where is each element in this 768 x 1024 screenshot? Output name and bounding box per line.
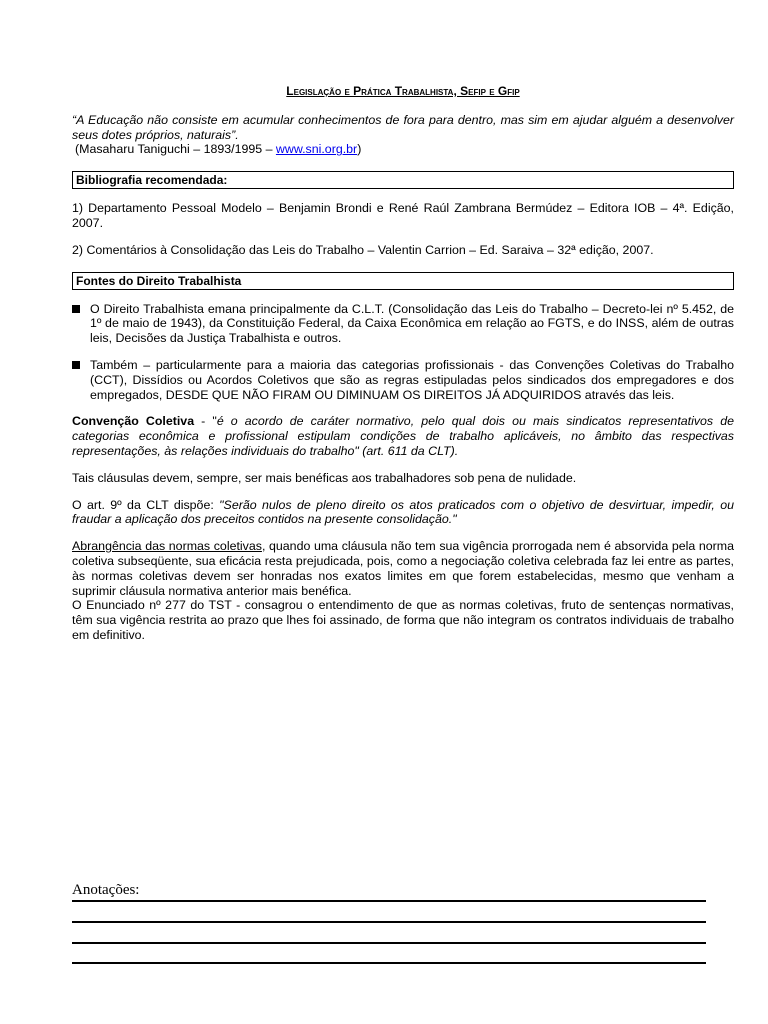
abrangencia-term: Abrangência das normas coletivas: [72, 539, 262, 554]
square-bullet-icon: [72, 361, 80, 369]
list-item: [72, 302, 734, 346]
art9-paragraph: [72, 498, 734, 528]
list-item: [72, 358, 734, 402]
epigraph-quote: “A Educação não consiste em acumular conhecimentos de fora para dentro, mas sim em ajudar alguém a desenvolver seus dotes próprios, naturais”.: [72, 112, 734, 142]
page-title: Legislação e Prática Trabalhista, Sefip e Gfip: [286, 84, 520, 98]
square-bullet-icon: [72, 305, 80, 313]
enunciado-paragraph: O Enunciado nº 277 do TST - consagrou o entendimento de que as normas coletivas, fruto de sentenças normativas, têm sua vigência restrita ao prazo que lhes foi assinado, de forma que não integram os contratos individuais de trabalho em definitivo.: [72, 598, 734, 642]
attribution-prefix: (Masaharu Taniguchi – 1893/1995 –: [75, 142, 276, 157]
art9-quote: "Serão nulos de pleno direito os atos praticados com o objetivo de desvirtuar, impedir, ou fraudar a aplicação dos preceitos contidos na presente consolidação.": [72, 497, 734, 527]
notes-area: [72, 880, 706, 900]
bullet-text: O Direito Trabalhista emana principalmente da C.L.T. (Consolidação das Leis do Trabalho – Decreto-lei nº 5.452, de 1º de maio de 1943), da Constituição Federal, da Caixa Econômica em relação ao FGTS, e do INSS, além de outras leis, Decisões da Justiça Trabalhista e outros.: [90, 301, 734, 346]
convencao-sep: - ": [194, 414, 217, 429]
convencao-term: Convenção Coletiva: [72, 414, 195, 429]
abrangencia-text: , quando uma cláusula não tem sua vigência prorrogada nem é absorvida pela norma coletiva subseqüente, sua eficácia resta prejudicada, pois, como a negociação coletiva celebrada faz lei entre as partes, às normas coletivas devem ser honradas nos exatos limites em que forem estabelecidas, mesmo que venham a suprimir cláusula normativa anterior mais benéfica.: [72, 539, 734, 598]
notes-line: [72, 921, 706, 923]
notes-line: [72, 962, 706, 964]
clausulas-paragraph: Tais cláusulas devem, sempre, ser mais benéficas aos trabalhadores sob pena de nulidade.: [72, 470, 577, 485]
convencao-paragraph: [72, 414, 734, 458]
abrangencia-paragraph: [72, 539, 734, 598]
bibliography-item: 2) Comentários à Consolidação das Leis do Trabalho – Valentin Carrion – Ed. Saraiva – 32ª edição, 2007.: [72, 242, 654, 257]
art9-prefix: O art. 9º da CLT dispõe:: [72, 497, 220, 512]
document-page: [72, 84, 734, 643]
notes-label: Anotações:: [72, 882, 140, 898]
notes-line: [72, 900, 706, 902]
epigraph-attribution: [72, 142, 734, 157]
bibliography-heading: Bibliografia recomendada:: [72, 171, 734, 189]
notes-line: [72, 942, 706, 944]
bullet-text: Também – particularmente para a maioria das categorias profissionais - das Convenções Coletivas do Trabalho (CCT), Dissídios ou Acordos Coletivos que são as regras estipuladas pelos sindicados dos empregadores e dos empregados, DESDE QUE NÃO FIRAM OU DIMINUAM OS DIREITOS JÁ ADQUIRIDOS através das leis.: [90, 357, 734, 402]
attribution-suffix: ): [357, 142, 362, 157]
sources-heading: Fontes do Direito Trabalhista: [72, 272, 734, 290]
convencao-definition: é o acordo de caráter normativo, pelo qual dois ou mais sindicatos representativos de categorias econômica e profissional estipulam condições de trabalho aplicáveis, no âmbito das respectivas representações, às relações individuais do trabalho" (art. 611 da CLT).: [72, 414, 734, 458]
bibliography-item: 1) Departamento Pessoal Modelo – Benjamin Brondi e René Raúl Zambrana Bermúdez – Editora IOB – 4ª. Edição, 2007.: [72, 201, 734, 230]
sni-link[interactable]: www.sni.org.br: [275, 142, 358, 157]
